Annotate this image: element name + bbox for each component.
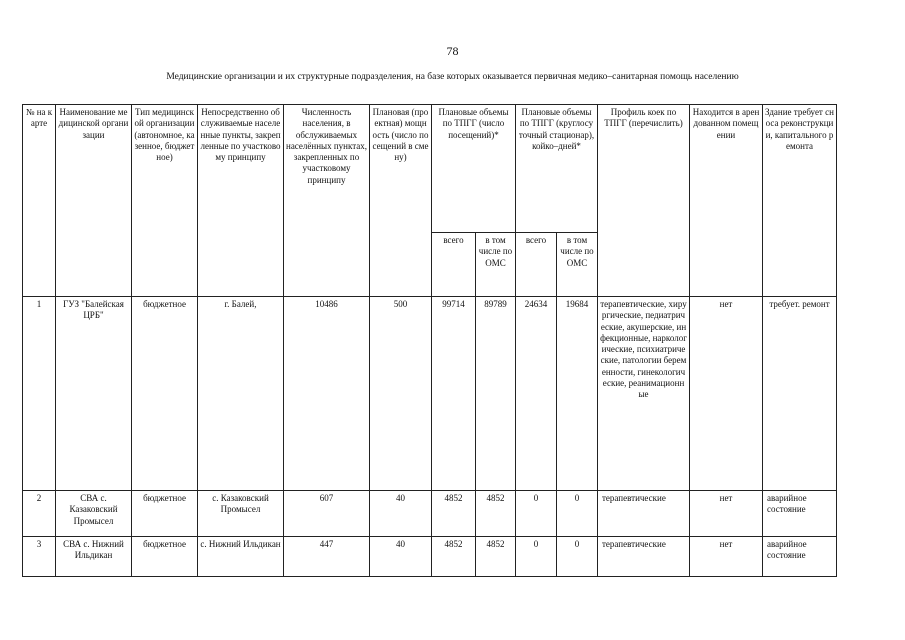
cell-settlements: с. Казаковский Промысел: [198, 491, 284, 537]
cell-building: аварийное состояние: [763, 491, 837, 537]
cell-capacity: 500: [370, 297, 432, 491]
cell-capacity: 40: [370, 537, 432, 577]
cell-population: 447: [284, 537, 370, 577]
cell-visits-oms: 4852: [476, 491, 516, 537]
cell-settlements: г. Балей,: [198, 297, 284, 491]
cell-name: СВА с. Казаковский Промысел: [56, 491, 132, 537]
table-row: [23, 491, 837, 537]
header-visits: Плановые объемы по ТПГГ (число посещений)*: [432, 105, 516, 233]
header-building: Здание требует сноса реконструкции, капитального ремонта: [763, 105, 837, 297]
cell-population: 10486: [284, 297, 370, 491]
cell-rented: нет: [690, 297, 763, 491]
header-profile: Профиль коек по ТПГГ (перечислить): [598, 105, 690, 297]
cell-beds-oms: 0: [557, 537, 598, 577]
header-settlements: Непосредственно обслуживаемые населенные пункты, закрепленные по участковому принципу: [198, 105, 284, 297]
facilities-table: [22, 104, 837, 577]
cell-rented: нет: [690, 537, 763, 577]
table-row: [23, 297, 837, 491]
header-row-main: [23, 105, 837, 233]
cell-name: ГУЗ "Балейская ЦРБ": [56, 297, 132, 491]
header-beds-oms: в том числе по ОМС: [557, 233, 598, 297]
cell-beds-oms: 0: [557, 491, 598, 537]
header-name: Наименование медицинской организации: [56, 105, 132, 297]
page-number: 78: [446, 44, 459, 58]
header-visits-total: всего: [432, 233, 476, 297]
cell-beds-oms: 19684: [557, 297, 598, 491]
cell-num: 2: [23, 491, 56, 537]
header-type: Тип медицинской организации (автономное, казенное, бюджетное): [132, 105, 198, 297]
cell-population: 607: [284, 491, 370, 537]
cell-profile: терапевтические: [598, 491, 690, 537]
header-beddays: Плановые объемы по ТПГГ (круглосуточный стационар), койко–дней*: [516, 105, 598, 233]
cell-num: 1: [23, 297, 56, 491]
header-num: № на карте: [23, 105, 56, 297]
cell-visits-total: 4852: [432, 537, 476, 577]
cell-settlements: с. Нижний Ильдикан: [198, 537, 284, 577]
header-rented: Находится в арендованном помещении: [690, 105, 763, 297]
cell-name: СВА с. Нижний Ильдикан: [56, 537, 132, 577]
cell-profile: терапевтические: [598, 537, 690, 577]
cell-visits-oms: 4852: [476, 537, 516, 577]
cell-beds-total: 0: [516, 491, 557, 537]
cell-num: 3: [23, 537, 56, 577]
header-population: Численность населения, в обслуживаемых населённых пунктах, закрепленных по участковому принципу: [284, 105, 370, 297]
cell-building: требует. ремонт: [763, 297, 837, 491]
header-beds-total: всего: [516, 233, 557, 297]
cell-capacity: 40: [370, 491, 432, 537]
cell-type: бюджетное: [132, 297, 198, 491]
header-visits-oms: в том числе по ОМС: [476, 233, 516, 297]
cell-building: аварийное состояние: [763, 537, 837, 577]
cell-visits-total: 99714: [432, 297, 476, 491]
cell-type: бюджетное: [132, 491, 198, 537]
cell-visits-oms: 89789: [476, 297, 516, 491]
cell-rented: нет: [690, 491, 763, 537]
cell-visits-total: 4852: [432, 491, 476, 537]
cell-profile: терапевтические, хирургические, педиатрические, акушерские, инфекционные, наркологические, психиатрические, патологии беременности, гинекологические, реанимационные: [598, 297, 690, 491]
cell-beds-total: 24634: [516, 297, 557, 491]
cell-type: бюджетное: [132, 537, 198, 577]
header-capacity: Плановая (проектная) мощность (число посещений в смену): [370, 105, 432, 297]
table-row: [23, 537, 837, 577]
cell-beds-total: 0: [516, 537, 557, 577]
table-caption: Медицинские организации и их структурные подразделения, на базе которых оказывается первичная медико–санитарная помощь населению: [166, 72, 739, 82]
